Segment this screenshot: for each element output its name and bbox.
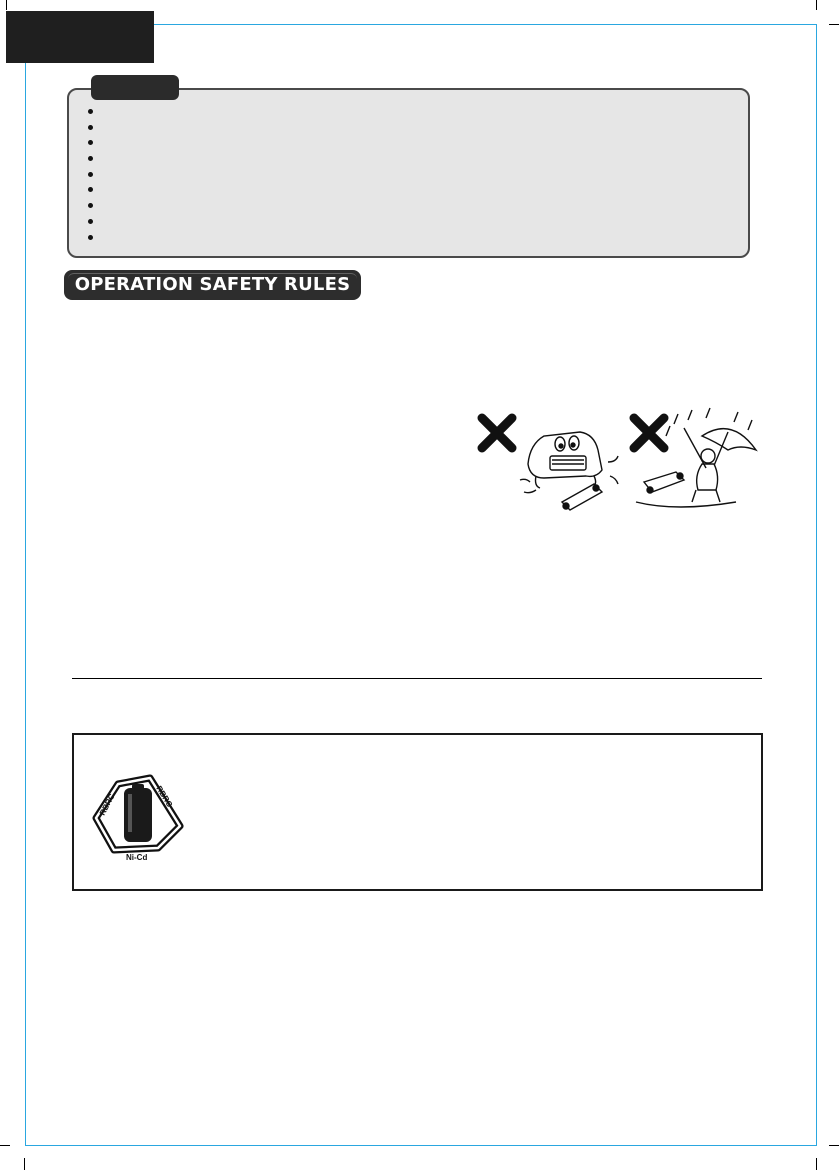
car-running-over-toy-icon <box>520 432 618 510</box>
trim-mark-top-right <box>816 0 817 10</box>
trim-mark-top-left <box>6 0 7 10</box>
logo-text-bottom: Ni-Cd <box>126 853 148 862</box>
trim-mark-bottom-left <box>24 1158 25 1170</box>
logo-text-right: RBRC <box>154 784 175 809</box>
cross-mark-icon <box>634 418 664 448</box>
section-heading-safety-rules: OPERATION SAFETY RULES <box>64 270 361 300</box>
logo-text-left: RBRC <box>97 792 117 817</box>
caution-box <box>67 88 750 258</box>
warning-illustration <box>470 406 760 518</box>
trim-mark-right-top <box>829 24 839 25</box>
caution-label <box>91 75 179 100</box>
cross-mark-icon <box>482 418 512 448</box>
ni-cd-recycle-icon <box>88 766 188 864</box>
trim-mark-right-bottom <box>829 1145 839 1146</box>
section-divider <box>72 678 762 679</box>
trim-mark-left-bottom <box>0 1145 10 1146</box>
corner-tab <box>6 11 154 63</box>
trim-mark-bottom-right <box>816 1158 817 1170</box>
